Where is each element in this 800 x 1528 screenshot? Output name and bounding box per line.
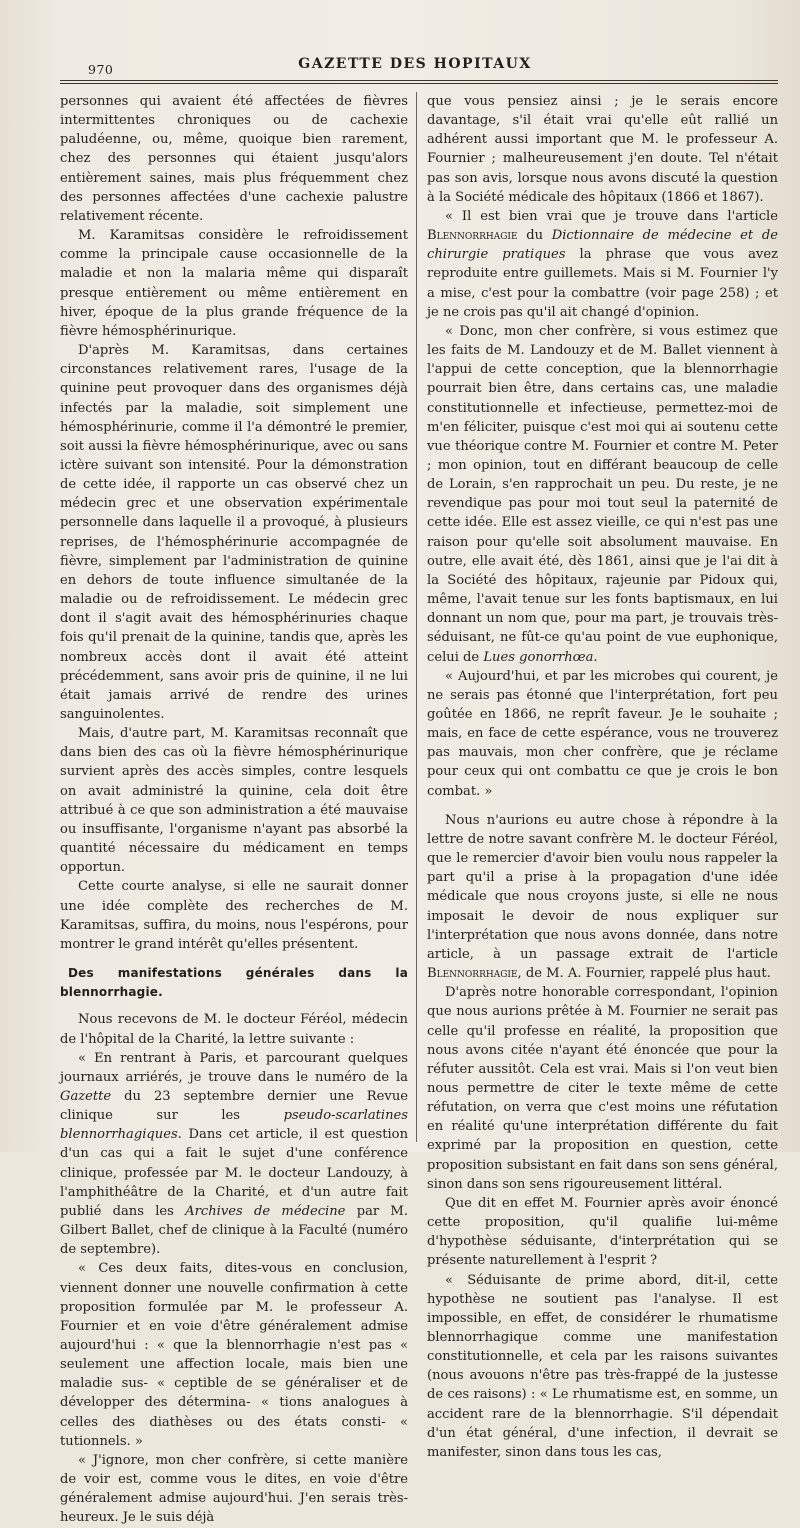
text-run: , de M. A. Fournier, rappelé plus haut.: [517, 966, 771, 982]
section-heading: Des manifestations générales dans la blennorrhagie.: [60, 966, 408, 1000]
paragraph: D'après notre honorable correspondant, l'opinion que nous aurions prêtée à M. Fournier ne serait pas celle qu'il professe en réalité, la proposition que nous avons citée n'ayant été énoncée que pour la réfuter aussitôt. Cela est vrai. Mais si l'on veut bien nous permettre de citer le texte même de cette réfutation, on verra que c'est moins une réfutation en réalité qu'une interprétation différente du fait exprimé par la proposition en question, cette proposition subsistant en fait dans son sens général, sinon dans son sens rigoureusement littéral.: [427, 985, 778, 1192]
paragraph: Cette courte analyse, si elle ne saurait donner une idée complète des recherches de M. Karamitsas, suffira, du moins, nous l'espérons, pour montrer le grand intérêt qu'elles présentent.: [60, 879, 408, 952]
paragraph: « J'ignore, mon cher confrère, si cette manière de voir est, comme vous le dites, en voie d'être généralement admise aujourd'hui. J'en serais très-heureux. Je le suis déjà: [60, 1452, 408, 1526]
paragraph: [427, 322, 778, 667]
running-title: GAZETTE DES HOPITAUX: [298, 56, 532, 72]
text-run: du 23 septembre dernier une Revue clinique sur les: [60, 1088, 408, 1124]
paragraph: Mais, d'autre part, M. Karamitsas reconnaît que dans bien des cas où la fièvre hémosphérinurique survient après des accès simples, contre lesquels on avait administré la quinine, cela doit être attribué à ce que son administration a été mauvaise ou insuffisante, l'organisme n'ayant pas absorbé la quantité nécessaire du médicament en temps opportun.: [60, 726, 408, 876]
paragraph: [427, 811, 778, 983]
article-columns: [60, 92, 779, 1526]
page-number: 970: [88, 62, 114, 77]
text-run: par M. Gilbert Ballet, chef de clinique à la Faculté (numéro de septembre).: [60, 1203, 408, 1258]
right-column: [416, 92, 779, 1460]
article-name: Blennorrhagie: [427, 966, 518, 982]
spacer: [427, 801, 778, 811]
text-run: Dans cet article, il est question d'un cas qui a fait le sujet d'une conférence clinique, professée par M. le docteur Landouzy, à l'amphithéâtre de la Charité, et d'un autre fait publié dans les: [60, 1127, 408, 1219]
paragraph: « Séduisante de prime abord, dit-il, cette hypothèse ne soutient pas l'analyse. Il est impossible, en effet, de considérer le rhumatisme blennorrhagique comme une manifestation constitutionnelle, et cela par les raisons suivantes (nous avouons n'être pas très-frappé de la justesse de ces raisons) : « Le rhumatisme est, en somme, un accident rare de la blennorrhagie. S'il dépendait d'un état général, d'une infection, il devrait se manifester, sinon dans tous les cas,: [427, 1272, 778, 1460]
journal-title: Archives de médecine: [185, 1203, 346, 1219]
paragraph: Nous recevons de M. le docteur Féréol, médecin de l'hôpital de la Charité, la lettre suivante :: [60, 1012, 408, 1047]
header-rule-double: [60, 83, 778, 84]
text-run: Nous n'aurions eu autre chose à répondre à la lettre de notre savant confrère M. le docteur Féréol, que le remercier d'avoir bien voulu nous rappeler la part qu'il a prise à la propagation d'une idée médicale que nous croyons juste, si elle ne nous imposait le devoir de nous expliquer sur l'interprétation que nous avons donnée, dans notre article, à un passage extrait de l'article: [427, 812, 778, 962]
paragraph: « Aujourd'hui, et par les microbes qui courent, je ne serais pas étonné que l'interprétation, fort peu goûtée en 1866, ne reprît faveur. Je le souhaite ; mais, en face de cette espérance, vous ne trouverez pas mauvais, mon cher confrère, que je réclame pour ceux qui ont combattu ce que je crois le bon combat. »: [427, 668, 778, 799]
text-run: « Il est bien vrai que je trouve dans l'article: [445, 208, 778, 224]
text-run: « En rentrant à Paris, et parcourant quelques journaux arriérés, je trouve dans le numéro de la: [60, 1050, 408, 1085]
paragraph: D'après M. Karamitsas, dans certaines circonstances relativement rares, l'usage de la quinine peut provoquer dans des organismes déjà infectés par la maladie, soit simplement une hémosphérinurie, comme il l'a démontré le premier, soit aussi la fièvre hémosphérinurique, avec ou sans ictère suivant son intensité. Pour la démonstration de cette idée, il rapporte un cas observé chez un médecin grec et une observation expérimentale personnelle dans laquelle il a provoqué, à plusieurs reprises, de l'hémosphérinurie accompagnée de fièvre, simplement par l'administration de quinine en dehors de toute influence simultanée de la maladie ou de refroidissement. Le médecin grec dont il s'agit avait des hémosphérinuries chaque fois qu'il prenait de la quinine, tandis que, après les nombreux accès dont il avait été atteint précédemment, sans avoir pris de quinine, il ne lui était jamais arrivé de rendre des urines sanguinolentes.: [60, 343, 408, 722]
paragraph: Que dit en effet M. Fournier après avoir énoncé cette proposition, qu'il qualifie lui-même d'hypothèse séduisante, d'interprétation qui se présente naturellement à l'esprit ?: [427, 1195, 778, 1269]
paragraph: personnes qui avaient été affectées de fièvres intermittentes chroniques ou de cachexie paludéenne, ou, même, quoique bien rarement, chez des personnes qui étaient jusqu'alors entièrement saines, mais plus fréquemment chez des personnes affectées d'une cachexie palustre relativement récente.: [60, 94, 408, 224]
text-run: la phrase que vous avez reproduite entre guillemets. Mais si M. Fournier l'y a mise, c'est pour la combattre (voir page 258) ; et je ne crois pas qu'il ait changé d'opinion.: [427, 247, 778, 320]
text-run: « Donc, mon cher confrère, si vous estimez que les faits de M. Landouzy et de M. Ballet viennent à l'appui de cette conception, que la blennorrhagie pourrait bien être, dans certains cas, une maladie constitutionnelle et infectieuse, permettez-moi de m'en féliciter, puisque c'est moi qui ai soutenu cette vue théorique contre M. Fournier et contre M. Peter ; mon opinion, tout en différant beaucoup de celle de Lorain, s'en rapprochait un peu. Du reste, je ne revendique pas pour moi tout seul la paternité de cette idée. Elle est assez vieille, ce qui n'est pas une raison pour qu'elle soit absolument mauvaise. En outre, elle avait été, dès 1861, ainsi que je l'ai dit à la Société des hôpitaux, rajeunie par Pidoux qui, même, l'avait tenue sur les fonts baptismaux, en lui donnant un nom que, pour ma part, je trouvais très-séduisant, ne fût-ce qu'au point de vue euphonique, celui de: [427, 323, 778, 665]
latin-term: Lues gonorrhœa.: [483, 649, 598, 665]
paragraph: que vous pensiez ainsi ; je le serais encore davantage, s'il était vrai qu'elle eût rallié un adhérent aussi important que M. le professeur A. Fournier ; malheureusement j'en doute. Tel n'était pas son avis, lorsque nous avons discuté la question à la Société médicale des hôpitaux (1866 et 1867).: [427, 94, 778, 205]
journal-title: Gazette: [60, 1088, 112, 1104]
page-header: [52, 50, 778, 80]
header-rule: [60, 80, 778, 81]
paragraph: « Ces deux faits, dites-vous en conclusion, viennent donner une nouvelle confirmation à cette proposition formulée par M. le professeur A. Fournier et en voie d'être généralement admise aujourd'hui : « que la blennorrhagie n'est pas « seulement une affection locale, mais bien une maladie sus- « ceptible de se généraliser et de développer des détermina- « tions analogues à celles des diathèses ou des états consti- « tutionnels. »: [60, 1261, 408, 1449]
paragraph: [427, 207, 778, 322]
article-title: pseudo-scarlatines blennorrhagiques.: [60, 1108, 408, 1143]
paragraph: M. Karamitsas considère le refroidissement comme la principale cause occasionnelle de la maladie et non la malaria même qui disparaît presque entièrement ou même entièrement en hiver, époque de la plus grande fréquence de la fièvre hémosphérinurique.: [60, 228, 408, 339]
article-name: Blennorrhagie: [427, 228, 518, 244]
book-title: Dictionnaire de médecine et de chirurgie pratiques: [427, 228, 779, 263]
left-column: [60, 92, 416, 1526]
paragraph: [60, 1049, 408, 1260]
text-run: du: [517, 228, 552, 244]
